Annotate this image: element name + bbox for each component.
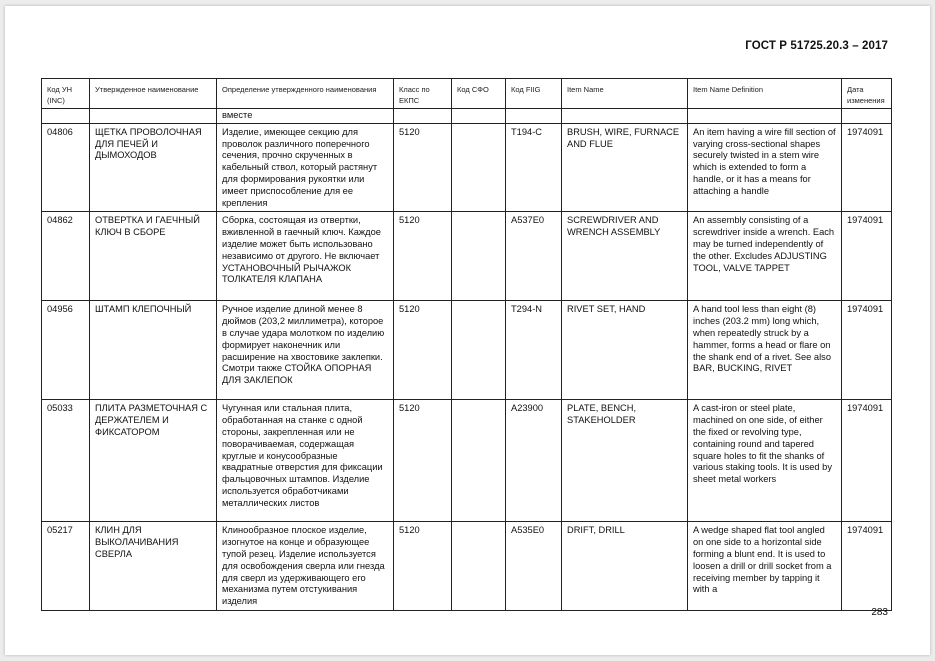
cell-date: 1974091	[842, 301, 892, 400]
cell-sfo	[452, 301, 506, 400]
cell-definition: Сборка, состоящая из отвертки, вживленной в гаечный ключ. Каждое изделие может быть использовано независимо от другого. Не включает УСТАНОВОЧНЫЙ РЫЧАЖОК ТОЛКАТЕЛЯ КЛАПАНА	[217, 212, 394, 301]
inc-table	[41, 78, 892, 611]
cell-fiig: T194-C	[506, 123, 562, 212]
cell-definition: Клинообразное плоское изделие, изогнутое на конце и образующее тупой резец. Изделие используется для освобождения сверла или гнезда для сверл из удерживающего его механизма путем отстукивания изделия	[217, 522, 394, 611]
cell-sfo	[452, 212, 506, 301]
table-row	[42, 123, 892, 212]
col-header-name: Утвержденное наименование	[90, 79, 217, 109]
cell-item-name: PLATE, BENCH, STAKEHOLDER	[562, 400, 688, 522]
cell-item-definition: An item having a wire fill section of varying cross-sectional shapes securely twisted in a stem wire which is extended to form a handle, or it has a means for attaching a handle	[688, 123, 842, 212]
cell-inc: 04806	[42, 123, 90, 212]
cell-date: 1974091	[842, 212, 892, 301]
cell-item-name: BRUSH, WIRE, FURNACE AND FLUE	[562, 123, 688, 212]
cell-name: ШТАМП КЛЕПОЧНЫЙ	[90, 301, 217, 400]
table-row	[42, 301, 892, 400]
cell-inc: 04862	[42, 212, 90, 301]
cell-item-definition: An assembly consisting of a screwdriver inside a wrench. Each may be turned independently of the other. Excludes ADJUSTING TOOL, VALVE TAPPET	[688, 212, 842, 301]
cell-name: ОТВЕРТКА И ГАЕЧНЫЙ КЛЮЧ В СБОРЕ	[90, 212, 217, 301]
cell-item-name: RIVET SET, HAND	[562, 301, 688, 400]
table-row	[42, 400, 892, 522]
cell-fiig: A23900	[506, 400, 562, 522]
cell-sfo	[452, 400, 506, 522]
cell-sfo	[452, 522, 506, 611]
cell-name: ЩЕТКА ПРОВОЛОЧНАЯ ДЛЯ ПЕЧЕЙ И ДЫМОХОДОВ	[90, 123, 217, 212]
table-header-row	[42, 79, 892, 109]
cell-item-definition: A cast-iron or steel plate, machined on one side, of either the fixed or revolving type, containing round and tapered square holes to fit the shanks of various staking tools. It is used by sheet metal workers	[688, 400, 842, 522]
page-number: 283	[871, 607, 888, 618]
cell-date: 1974091	[842, 400, 892, 522]
cell-inc: 04956	[42, 301, 90, 400]
cell-item-name: SCREWDRIVER AND WRENCH ASSEMBLY	[562, 212, 688, 301]
cell-inc: 05217	[42, 522, 90, 611]
table-row	[42, 212, 892, 301]
cell-definition: Ручное изделие длиной менее 8 дюймов (203,2 миллиметра), которое в случае удара молотком по изделию формирует наконечник или расширение на хвостовике заклепки. Смотри также СТОЙКА ОПОРНАЯ ДЛЯ ЗАКЛЕПОК	[217, 301, 394, 400]
cell-class: 5120	[394, 400, 452, 522]
cell-definition: Чугунная или стальная плита, обработанная на станке с одной стороны, закрепленная или не поворачиваемая, содержащая круглые и конусообразные квадратные отверстия для фиксации фальцовочных штампов. Изделие используется обработчиками металлических листов	[217, 400, 394, 522]
col-header-item-definition: Item Name Definition	[688, 79, 842, 109]
document-title: ГОСТ Р 51725.20.3 – 2017	[745, 40, 888, 52]
cell-inc: 05033	[42, 400, 90, 522]
col-header-definition: Определение утвержденного наименования	[217, 79, 394, 109]
continuation-row	[42, 109, 892, 124]
cell-definition: Изделие, имеющее секцию для проволок различного поперечного сечения, прочно скрученных в кабельный ствол, который растянут для формирования рукоятки или имеет приспособление для ее крепления	[217, 123, 394, 212]
col-header-inc: Код УН (INC)	[42, 79, 90, 109]
cell-date: 1974091	[842, 522, 892, 611]
cell-item-name: DRIFT, DRILL	[562, 522, 688, 611]
cell-name: ПЛИТА РАЗМЕТОЧНАЯ С ДЕРЖАТЕЛЕМ И ФИКСАТОРОМ	[90, 400, 217, 522]
cell-fiig: A537E0	[506, 212, 562, 301]
col-header-sfo: Код СФО	[452, 79, 506, 109]
col-header-date: Дата изменения	[842, 79, 892, 109]
cell-class: 5120	[394, 123, 452, 212]
cell-fiig: T294-N	[506, 301, 562, 400]
cell-sfo	[452, 123, 506, 212]
cell-class: 5120	[394, 522, 452, 611]
document-page	[5, 6, 930, 655]
col-header-class: Класс по ЕКПС	[394, 79, 452, 109]
cell-item-definition: A wedge shaped flat tool angled on one side to a horizontal side forming a blunt end. It is used to loosen a drill or drill socket from a receiving member by tapping it with a	[688, 522, 842, 611]
cell-class: 5120	[394, 301, 452, 400]
col-header-fiig: Код FIIG	[506, 79, 562, 109]
continuation-text: вместе	[217, 109, 394, 124]
cell-item-definition: A hand tool less than eight (8) inches (203.2 mm) long which, when repeatedly struck by a hammer, forms a head or flare on the shank end of a rivet. See also BAR, BUCKING, RIVET	[688, 301, 842, 400]
col-header-item-name: Item Name	[562, 79, 688, 109]
cell-name: КЛИН ДЛЯ ВЫКОЛАЧИВАНИЯ СВЕРЛА	[90, 522, 217, 611]
table-row	[42, 522, 892, 611]
cell-fiig: A535E0	[506, 522, 562, 611]
cell-date: 1974091	[842, 123, 892, 212]
cell-class: 5120	[394, 212, 452, 301]
